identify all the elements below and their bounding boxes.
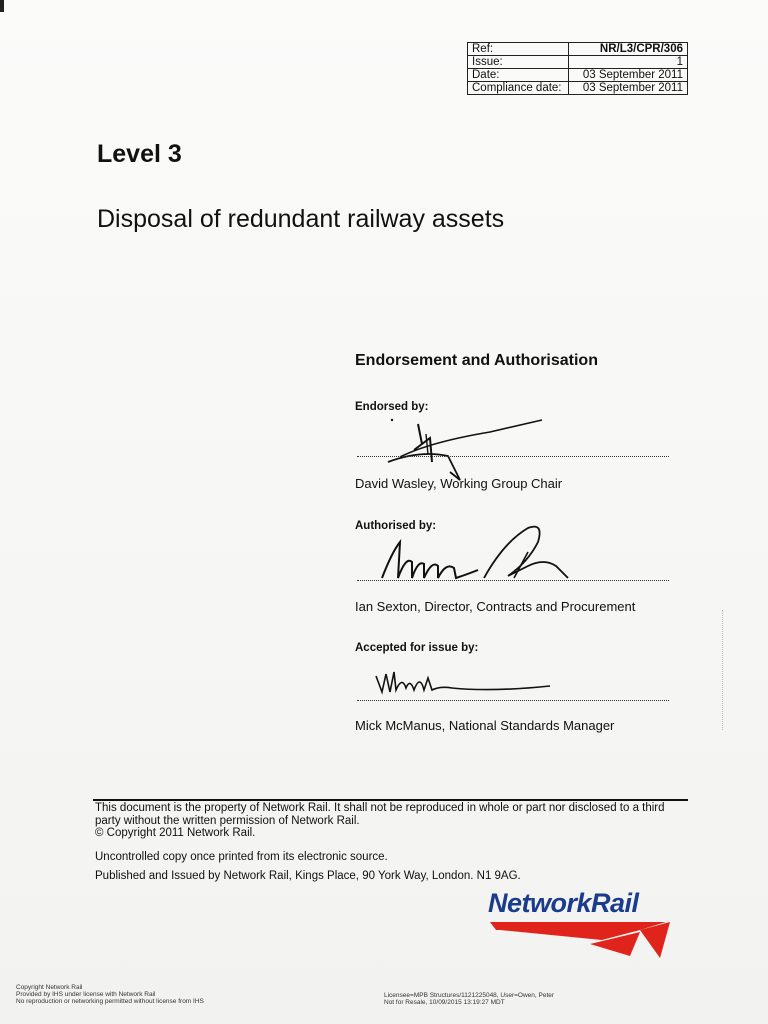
reference-table <box>467 42 688 95</box>
document-title: Disposal of redundant railway assets <box>97 205 505 233</box>
footer-rule <box>93 799 688 801</box>
issue-label: Issue: <box>468 56 569 69</box>
level-heading: Level 3 <box>97 140 182 168</box>
compliance-date-row <box>468 82 688 95</box>
meta-left-line-1: Copyright Network Rail <box>16 984 83 991</box>
meta-left <box>16 984 204 1005</box>
meta-right-line-1: Licensee=MPB Structures/1121225048, User=Owen, Peter <box>384 992 555 999</box>
ref-label: Ref: <box>468 43 569 56</box>
meta-right-line-2: Not for Resale, 10/09/2015 13:19:27 MDT <box>384 999 505 1006</box>
authorised-by-label: Authorised by: <box>355 520 437 532</box>
date-value: 03 September 2011 <box>569 69 688 82</box>
acceptor-name: Mick McManus, National Standards Manager <box>355 718 615 733</box>
ref-value: NR/L3/CPR/306 <box>569 43 688 56</box>
endorsed-by-label: Endorsed by: <box>355 401 429 413</box>
issue-row <box>468 56 688 69</box>
date-label: Date: <box>468 69 569 82</box>
endorsement-heading: Endorsement and Authorisation <box>355 352 598 369</box>
compliance-date-label: Compliance date: <box>468 82 569 95</box>
meta-left-line-2: Provided by IHS under license with Network Rail <box>16 991 156 998</box>
network-rail-logo-text: NetworkRail <box>488 888 639 918</box>
accepted-by-label: Accepted for issue by: <box>355 642 479 654</box>
network-rail-logo-mark <box>490 918 680 968</box>
date-row <box>468 69 688 82</box>
meta-right <box>384 992 554 1006</box>
meta-left-line-3: No reproduction or networking permitted without license from IHS <box>16 998 204 1005</box>
authoriser-signature <box>378 522 598 588</box>
acceptor-signature <box>372 666 562 698</box>
issue-value: 1 <box>569 56 688 69</box>
endorser-name: David Wasley, Working Group Chair <box>355 476 563 491</box>
uncontrolled-copy-notice: Uncontrolled copy once printed from its electronic source. <box>95 851 388 863</box>
publisher-notice: Published and Issued by Network Rail, Kings Place, 90 York Way, London. N1 9AG. <box>95 870 521 882</box>
authoriser-name: Ian Sexton, Director, Contracts and Procurement <box>355 599 636 614</box>
authorised-signature-line <box>357 580 669 581</box>
scan-margin-marks <box>722 610 725 730</box>
endorsed-signature-line <box>357 456 669 457</box>
compliance-date-value: 03 September 2011 <box>569 82 688 95</box>
ref-row <box>468 43 688 56</box>
copyright-notice: © Copyright 2011 Network Rail. <box>95 827 256 839</box>
accepted-signature-line <box>357 700 669 701</box>
scan-corner-mark <box>0 0 4 12</box>
property-notice: This document is the property of Network Rail. It shall not be reproduced in whole or part nor disclosed to a third party without the written permission of Network Rail. <box>95 802 665 827</box>
